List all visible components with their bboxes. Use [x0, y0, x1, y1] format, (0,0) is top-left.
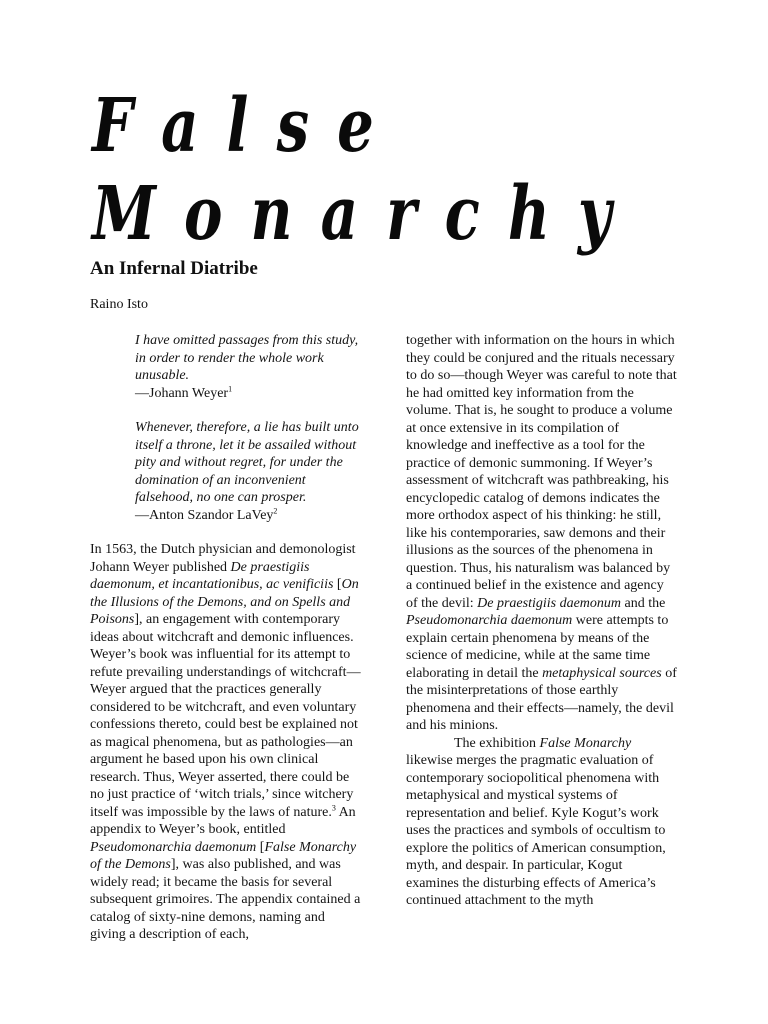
text-run: of the misinterpretations of those earthly phenomena and their effects—namely, the devil and his minions. — [406, 665, 677, 733]
text-run: were attempts to explain certain phenomena by means of the science of medicine, while at the same time elaborating in detail the — [406, 613, 669, 681]
title-line-monarchy — [92, 171, 639, 257]
text-run: The exhibition — [454, 735, 540, 751]
epigraph-lavey — [135, 419, 362, 524]
attribution-text: —Anton Szandor LaVey — [135, 507, 274, 523]
text-run: [ — [333, 577, 342, 592]
text-run: ], was also published, and was widely read; it became the basis for several subsequent grimoires. The appendix contained a catalog of sixty-nine demons, naming and giving a description of each, — [90, 857, 361, 942]
italic-title: Pseudomonarchia daemonum — [406, 613, 573, 628]
footnote-ref: 2 — [273, 505, 278, 515]
italic-title: Pseudomonarchia daemonum — [90, 839, 257, 855]
body-paragraph — [90, 541, 362, 944]
title-letter: a — [320, 171, 359, 257]
title-letter: e — [337, 83, 374, 169]
author-name: Raino Isto — [90, 297, 148, 312]
body-paragraph — [406, 735, 678, 910]
title-letter: F — [92, 83, 133, 169]
text-run: [ — [256, 839, 265, 855]
title-letter: c — [444, 171, 480, 257]
text-run: In 1563, the Dutch physician and demonologist Johann Weyer published — [90, 542, 356, 575]
italic-title: De praestigiis daemonum — [477, 595, 622, 611]
epigraph-attribution — [135, 385, 362, 403]
body-paragraph — [406, 332, 678, 735]
footnote-ref: 3 — [331, 802, 336, 812]
epigraph-quote: I have omitted passages from this study, in order to render the whole work unusable. — [135, 333, 359, 383]
text-run: An appendix to Weyer’s book, entitled — [90, 804, 356, 837]
footnote-ref: 1 — [228, 383, 233, 393]
italic-title: De praestigiis daemonum, et incantationibus, ac venificiis — [90, 559, 334, 592]
epigraph-quote: Whenever, therefore, a lie has built unto itself a throne, let it be assailed without pity and without regret, for under the domination of an inconvenient falsehood, no one can prosper. — [135, 420, 359, 505]
right-column — [406, 332, 678, 910]
attribution-text: —Johann Weyer — [135, 385, 229, 401]
italic-title: False Monarchy of the Demons — [90, 839, 357, 872]
title-letter: M — [92, 171, 156, 257]
title-line-false — [92, 83, 402, 169]
epigraph-weyer — [135, 332, 362, 402]
title-letter: r — [386, 171, 417, 257]
title-letter: h — [507, 171, 550, 257]
title-letter: n — [250, 171, 293, 257]
left-column — [90, 332, 362, 944]
italic-phrase: metaphysical sources — [542, 665, 662, 681]
italic-title: On the Illusions of the Demons, and on Spells and Poisons — [90, 577, 359, 627]
title-letter: l — [226, 83, 249, 169]
text-run: together with information on the hours in which they could be conjured and the rituals necessary to do so—though Weyer was careful to note that he had omitted key information from the volume. That is, he sought to produce a volume at once extensive in its compilation of knowledge and ineffective as a tool for the practice of demonic summoning. If Weyer’s assessment of witchcraft was pathbreaking, his encyclopedic catalog of demons indicates the more orthodox aspect of his thinking: he still, like his contemporaries, saw demons and their illusions as the sources of the phenomena in question. Thus, his naturalism was balanced by a continued belief in the existence and agency of the devil: — [406, 333, 677, 611]
epigraph-attribution — [135, 507, 362, 525]
text-run: ], an engagement with contemporary ideas about witchcraft and demonic influences. Weyer’s book was influential for its attempt to refute prevailing understandings of witchcraft—Weyer argued that the practices generally considered to be witchcraft, and even voluntary confessions thereto, could best be explained not as magical phenomena, but as pathologies—an argument he based upon his own clinical research. Thus, Weyer asserted, there could be no just practice of ‘witch trials,’ since witchery itself was impossible by the laws of nature. — [90, 612, 361, 820]
title-letter: a — [161, 83, 199, 169]
title-letter: s — [276, 83, 310, 169]
text-run: and the — [621, 595, 666, 611]
text-run: likewise merges the pragmatic evaluation of contemporary sociopolitical phenomena with metaphysical and mystical systems of representation and belief. Kyle Kogut’s work uses the practices and symbols of occultism to explore the politics of American consumption, myth, and despair. In particular, Kogut examines the disturbing effects of America’s continued attachment to the myth — [406, 753, 666, 908]
title-letter: o — [183, 171, 223, 257]
subtitle: An Infernal Diatribe — [90, 258, 258, 279]
italic-title: False Monarchy — [539, 735, 632, 751]
title-letter: y — [577, 171, 612, 257]
